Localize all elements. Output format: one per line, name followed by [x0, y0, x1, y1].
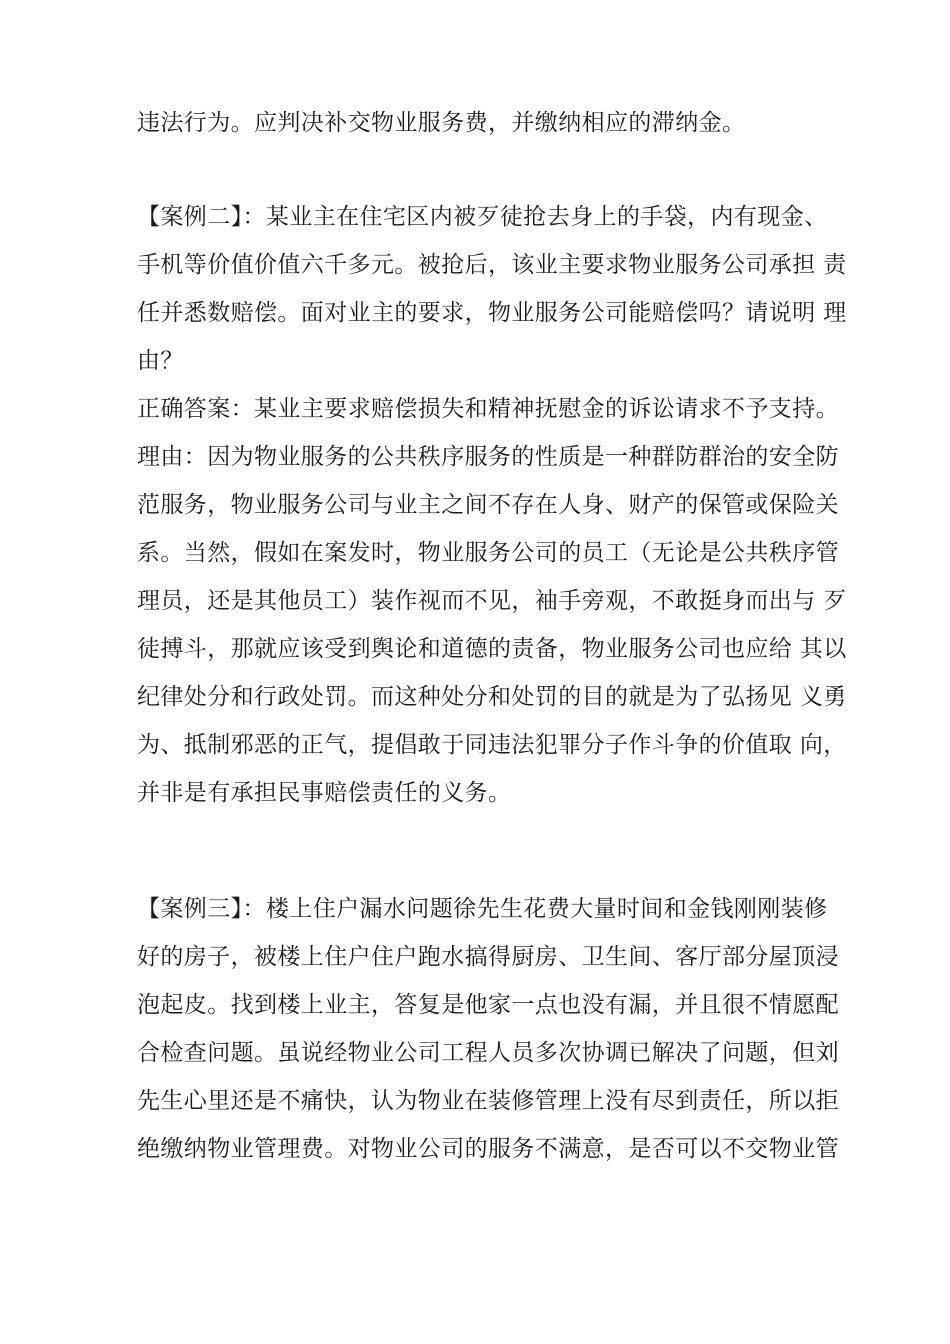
case2-line-4: 由？ — [137, 348, 184, 374]
case3-line-6: 绝缴纳物业管理费。对物业公司的服务不满意，是否可以不交物业管 — [137, 1136, 839, 1162]
case2-answer-line-3: 范服务，物业服务公司与业主之间不存在人身、财产的保管或保险关 — [137, 492, 839, 518]
case2-answer-line-1: 正确答案：某业主要求赔偿损失和精神抚慰金的诉讼请求不予支持。 — [137, 396, 839, 422]
case2-line-3: 任并悉数赔偿。面对业主的要求，物业服务公司能赔偿吗？请说明 理 — [137, 300, 847, 326]
case2-answer-line-9: 并非是有承担民事赔偿责任的义务。 — [137, 780, 512, 806]
case2-answer-line-4: 系。当然，假如在案发时，物业服务公司的员工（无论是公共秩序管 — [137, 540, 839, 566]
case2-answer-line-2: 理由：因为物业服务的公共秩序服务的性质是一种群防群治的安全防 — [137, 444, 839, 470]
case2-heading-line: 【案例二】：某业主在住宅区内被歹徒抢去身上的手袋，内有现金、 — [137, 204, 828, 230]
case2-answer-line-6: 徒搏斗，那就应该受到舆论和道德的责备，物业服务公司也应给 其以 — [137, 636, 847, 662]
case3-line-3: 泡起皮。找到楼上业主，答复是他家一点也没有漏，并且很不情愿配 — [137, 992, 839, 1018]
case2-line-2: 手机等价值价值六千多元。被抢后，该业主要求物业服务公司承担 责 — [137, 252, 847, 278]
case3-line-2: 好的房子，被楼上住户住户跑水搞得厨房、卫生间、客厅部分屋顶浸 — [137, 944, 839, 970]
case3-line-4: 合检查问题。虽说经物业公司工程人员多次协调已解决了问题，但刘 — [137, 1040, 839, 1066]
case3-line-5: 先生心里还是不痛快，认为物业在装修管理上没有尽到责任，所以拒 — [137, 1088, 839, 1114]
case2-answer-line-5: 理员，还是其他员工）装作视而不见，袖手旁观，不敢挺身而出与 歹 — [137, 588, 847, 614]
intro-line-1: 违法行为。应判决补交物业服务费，并缴纳相应的滞纳金。 — [137, 110, 746, 136]
case2-answer-line-8: 为、抵制邪恶的正气，提倡敢于同违法犯罪分子作斗争的价值取 向， — [137, 732, 847, 758]
case2-answer-line-7: 纪律处分和行政处罚。而这种处分和处罚的目的就是为了弘扬见 义勇 — [137, 684, 847, 710]
case3-heading-line: 【案例三】：楼上住户漏水问题徐先生花费大量时间和金钱刚刚装修 — [137, 896, 828, 922]
